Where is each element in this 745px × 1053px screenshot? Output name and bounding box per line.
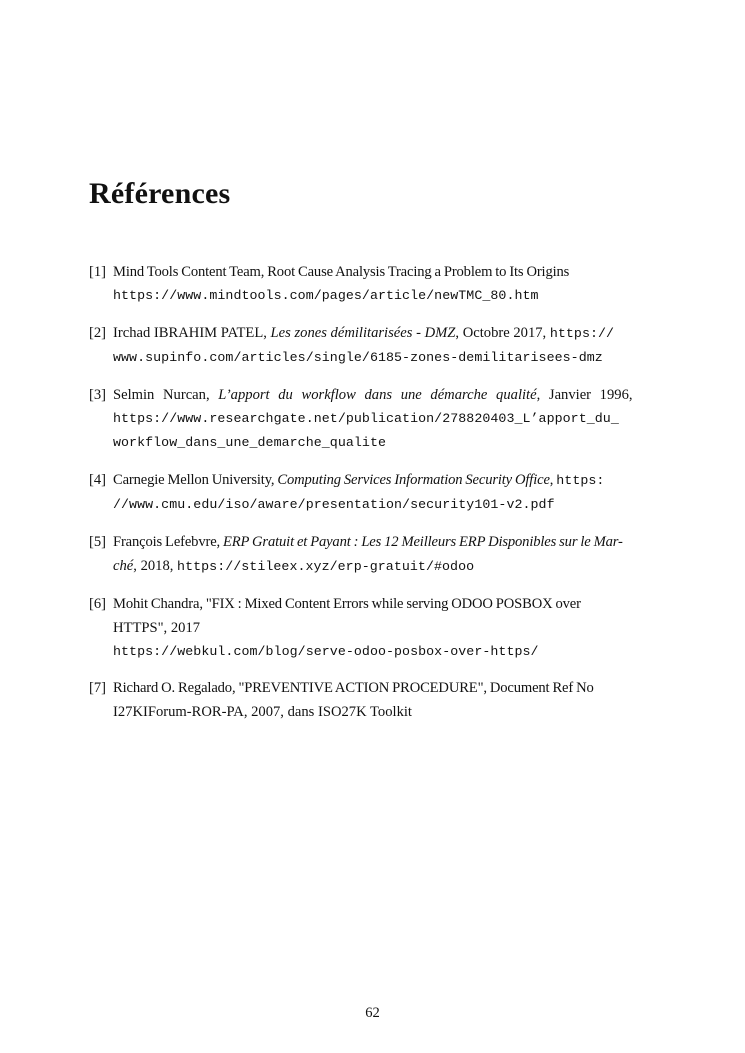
reference-url[interactable]: workflow_dans_une_demarche_qualite: [113, 435, 387, 450]
reference-url[interactable]: www.supinfo.com/articles/single/6185-zones-demilitarisees-dmz: [113, 350, 603, 365]
reference-author: François Lefebvre,: [113, 534, 224, 550]
reference-text: Mind Tools Content Team, Root Cause Analysis Tracing a Problem to Its Origins: [113, 264, 570, 280]
reference-item-1: [89, 260, 656, 308]
reference-text: Richard O. Regalado, "PREVENTIVE ACTION PROCEDURE", Document Ref No: [113, 680, 594, 696]
reference-number: [6]: [89, 596, 107, 612]
reference-separator: ,: [549, 472, 557, 488]
reference-title: ERP Gratuit et Payant : Les 12 Meilleurs ERP Disponibles sur le Mar-: [223, 534, 623, 550]
reference-number: [2]: [89, 325, 107, 341]
reference-body: [113, 383, 656, 455]
reference-url-start[interactable]: https://www.researchgate.net/publication/278820403_L’apport_du_: [113, 411, 619, 426]
reference-body: [113, 592, 656, 664]
reference-text-end: HTTPS", 2017: [113, 620, 201, 636]
reference-item-6: [89, 592, 656, 664]
reference-item-7: [89, 676, 656, 724]
reference-item-4: [89, 468, 656, 517]
reference-title: Les zones démilitarisées - DMZ: [270, 325, 456, 341]
reference-body: [113, 260, 656, 308]
reference-item-3: [89, 383, 656, 455]
reference-body: [113, 676, 656, 724]
reference-number: [4]: [89, 472, 107, 488]
page-title: Références: [89, 177, 231, 210]
reference-number: [3]: [89, 387, 107, 403]
reference-body: [113, 321, 656, 370]
reference-list: [89, 260, 656, 737]
reference-title-end: ché: [113, 558, 134, 574]
page-number: 62: [365, 1005, 380, 1021]
reference-date: , 2018,: [133, 558, 178, 574]
reference-url-start[interactable]: https://: [549, 326, 615, 341]
reference-date: , Octobre 2017,: [455, 325, 550, 341]
reference-text-end: I27KIForum-ROR-PA, 2007, dans ISO27K Toolkit: [113, 704, 412, 720]
reference-body: [113, 468, 656, 517]
reference-item-5: [89, 530, 656, 579]
reference-url[interactable]: //www.cmu.edu/iso/aware/presentation/security101-v2.pdf: [113, 497, 555, 512]
reference-number: [1]: [89, 264, 107, 280]
reference-title: L’apport du workflow dans une démarche qualité: [218, 387, 537, 403]
reference-url[interactable]: https://webkul.com/blog/serve-odoo-posbox-over-https/: [113, 644, 539, 659]
reference-url-start[interactable]: https:: [556, 473, 605, 488]
reference-url[interactable]: https://stileex.xyz/erp-gratuit/#odoo: [177, 559, 475, 574]
reference-text: Mohit Chandra, "FIX : Mixed Content Errors while serving ODOO POSBOX over: [113, 596, 581, 612]
reference-author: Carnegie Mellon University,: [113, 472, 278, 488]
reference-author: Irchad IBRAHIM PATEL,: [113, 325, 271, 341]
reference-title: Computing Services Information Security Office: [277, 472, 550, 488]
reference-body: [113, 530, 656, 579]
reference-item-2: [89, 321, 656, 370]
reference-date: , Janvier 1996,: [536, 387, 633, 403]
reference-url[interactable]: https://www.mindtools.com/pages/article/newTMC_80.htm: [113, 288, 539, 303]
reference-number: [5]: [89, 534, 107, 550]
reference-number: [7]: [89, 680, 107, 696]
reference-author: Selmin Nurcan,: [113, 387, 219, 403]
